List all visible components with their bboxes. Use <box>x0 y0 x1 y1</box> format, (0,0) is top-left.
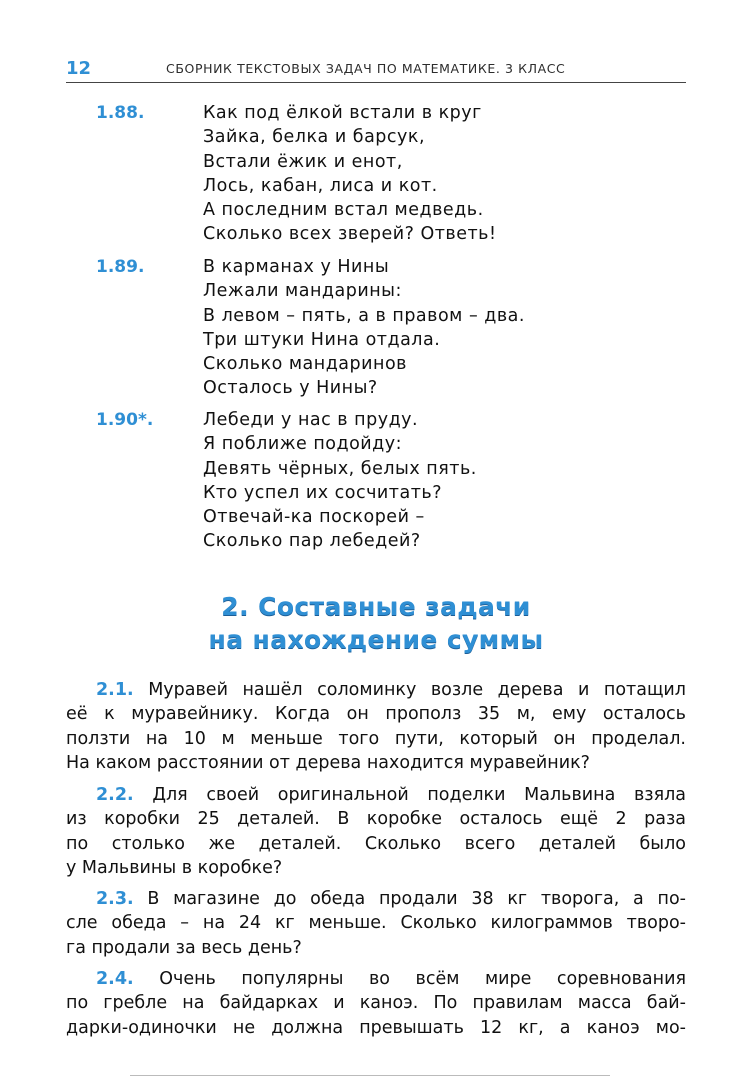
prose-line: у Мальвины в коробке? <box>66 857 283 878</box>
prose-line <box>66 967 686 991</box>
problem-2-1 <box>66 678 686 775</box>
problem-number: 2.4. <box>96 969 134 989</box>
poem-line: В левом – пять, а в правом – два. <box>203 305 525 326</box>
prose-line: сле обеда – на 24 кг меньше. Сколько килограммов творо- <box>66 913 686 934</box>
poem-line: Сколько мандаринов <box>203 354 407 375</box>
poem-line: Три штуки Нина отдала. <box>203 329 441 350</box>
prose-text: Для своей оригинальной поделки Мальвина взяла <box>152 785 686 805</box>
poem-text <box>203 255 623 401</box>
poem-line: Я поближе подойду: <box>203 434 402 455</box>
problem-number: 1.89. <box>96 257 145 277</box>
page-number: 12 <box>66 58 92 79</box>
poem-line: Зайка, белка и барсук, <box>203 127 426 148</box>
prose-line: На каком расстоянии от дерева находится муравейник? <box>66 752 590 773</box>
poem-line: Лебеди у нас в пруду. <box>203 410 419 430</box>
poem-line: Отвечай-ка поскорей – <box>203 507 425 528</box>
header-divider <box>66 82 686 83</box>
poem-line: В карманах у Нины <box>203 257 390 277</box>
poem-line: А последним встал медведь. <box>203 200 484 221</box>
prose-line: по гребле на байдарках и каноэ. По правилам масса бай- <box>66 993 686 1014</box>
poem-line: Кто успел их сосчитать? <box>203 482 442 503</box>
prose-line: дарки-одиночки не должна превышать 12 кг, а каноэ мо- <box>66 1017 686 1038</box>
section-title <box>0 590 752 656</box>
problem-number: 2.3. <box>96 889 134 909</box>
prose-text: В магазине до обеда продали 38 кг творога, а по- <box>147 889 686 909</box>
problem-number: 1.90*. <box>96 410 154 430</box>
prose-line: га продали за весь день? <box>66 937 302 958</box>
problem-number: 2.2. <box>96 785 134 805</box>
prose-line <box>66 783 686 807</box>
poem-line: Лежали мандарины: <box>203 281 402 302</box>
problem-number: 2.1. <box>96 680 134 700</box>
prose-line <box>66 678 686 702</box>
poem-line: Как под ёлкой встали в круг <box>203 103 482 123</box>
poem-line: Девять чёрных, белых пять. <box>203 458 477 479</box>
poem-line: Осталось у Нины? <box>203 378 378 399</box>
poem-line: Лось, кабан, лиса и кот. <box>203 175 438 196</box>
running-title: СБОРНИК ТЕКСТОВЫХ ЗАДАЧ ПО МАТЕМАТИКЕ. 3 КЛАСС <box>166 61 566 76</box>
bottom-divider <box>130 1075 610 1076</box>
poem-line: Сколько пар лебедей? <box>203 531 421 552</box>
poem-line: Встали ёжик и енот, <box>203 151 403 172</box>
prose-text: Муравей нашёл соломинку возле дерева и потащил <box>148 680 686 700</box>
prose-line: из коробки 25 деталей. В коробке осталось ещё 2 раза <box>66 809 686 830</box>
prose-line: ползти на 10 м меньше того пути, который он проделал. <box>66 728 686 749</box>
problem-2-3 <box>66 887 686 960</box>
prose-text: Очень популярны во всём мире соревнования <box>159 969 686 989</box>
poem-text <box>203 408 623 554</box>
problem-2-4 <box>66 967 686 1040</box>
section-title-line: 2. Составные задачи <box>221 592 531 621</box>
prose-line <box>66 887 686 911</box>
poem-line: Сколько всех зверей? Ответь! <box>203 224 497 245</box>
poem-text <box>203 101 623 247</box>
problem-number: 1.88. <box>96 103 145 123</box>
prose-line: её к муравейнику. Когда он прополз 35 м, ему осталось <box>66 704 686 725</box>
page-header <box>66 57 686 81</box>
problem-2-2 <box>66 783 686 880</box>
prose-line: по столько же деталей. Сколько всего деталей было <box>66 833 686 854</box>
section-title-line: на нахождение суммы <box>208 625 544 654</box>
